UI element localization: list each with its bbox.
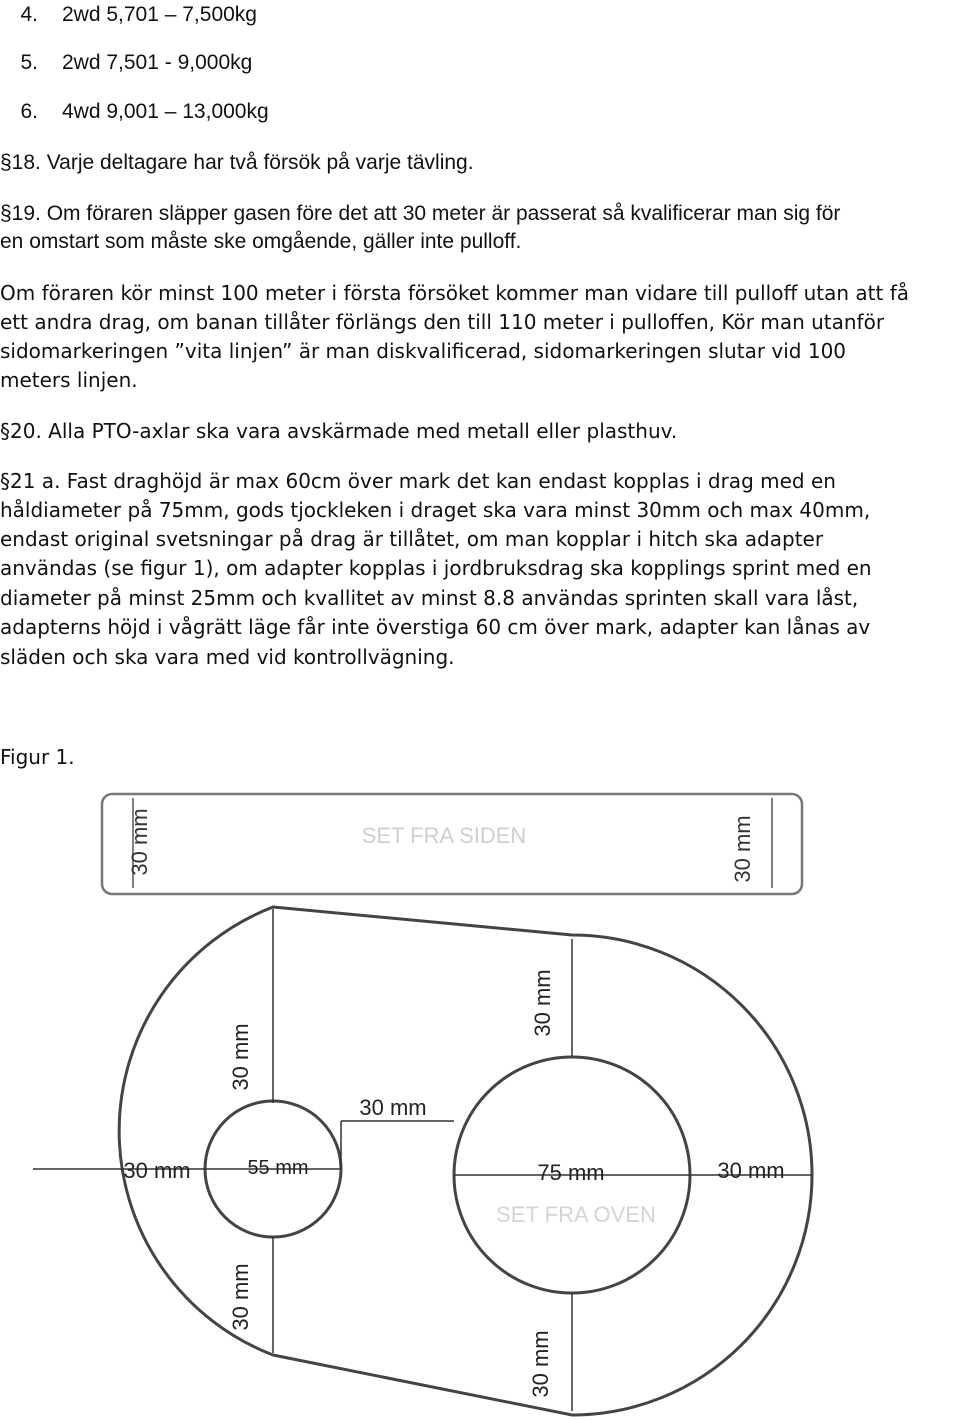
paragraph-21-line: §21 a. Fast draghöjd är max 60cm över mark det kan endast kopplas i drag med en bbox=[0, 469, 836, 493]
list-text: 4wd 9,001 – 13,000kg bbox=[62, 100, 269, 123]
list-number: 4. bbox=[20, 3, 38, 26]
dim-label-upper-left: 30 mm bbox=[228, 1023, 253, 1091]
list-number: 5. bbox=[20, 51, 38, 74]
paragraph-19-line: §19. Om föraren släpper gasen före det att 30 meter är passerat så kvalificerar man sig för bbox=[0, 202, 841, 225]
paragraph-pulloff-line: ett andra drag, om banan tillåter förlängs den till 110 meter i pulloffen, Kör man utanför bbox=[0, 310, 885, 334]
adapter-technical-drawing bbox=[0, 785, 960, 1420]
paragraph-21-line: diameter på minst 25mm och kvallitet av minst 8.8 användas sprinten skall vara låst, bbox=[0, 586, 859, 610]
dim-label-lower-right: 30 mm bbox=[528, 1330, 553, 1398]
dim-label-gap: 30 mm bbox=[359, 1095, 427, 1120]
paragraph-19-line: en omstart som måste ske omgående, gäller inte pulloff. bbox=[0, 230, 522, 253]
figure-caption: Figur 1. bbox=[0, 745, 75, 769]
list-item bbox=[0, 97, 269, 126]
dim-label-right-edge: 30 mm bbox=[717, 1158, 785, 1183]
paragraph-21-line: endast original svetsningar på drag är tillåtet, om man kopplar i hitch ska adapter bbox=[0, 527, 824, 551]
list-item bbox=[0, 0, 257, 29]
paragraph-21-line: adapterns höjd i vågrätt läge får inte överstiga 60 cm över mark, adapter kan lånas av bbox=[0, 615, 871, 639]
paragraph-pulloff-line: meters linjen. bbox=[0, 368, 138, 392]
paragraph-18: §18. Varje deltagare har två försök på varje tävling. bbox=[0, 151, 474, 174]
top-view-title: SET FRA OVEN bbox=[496, 1202, 656, 1227]
dim-label-lower-left: 30 mm bbox=[228, 1263, 253, 1331]
paragraph-21-line: användas (se figur 1), om adapter kopplas i jordbruksdrag ska kopplings sprint med en bbox=[0, 556, 872, 580]
paragraph-pulloff-line: Om föraren kör minst 100 meter i första försöket kommer man vidare till pulloff utan att få bbox=[0, 281, 909, 305]
large-hole-label: 75 mm bbox=[537, 1160, 605, 1185]
dim-label-upper-right: 30 mm bbox=[530, 969, 555, 1037]
small-hole-label: 55 mm bbox=[247, 1157, 309, 1179]
side-right-dim-label: 30 mm bbox=[730, 815, 755, 883]
side-view bbox=[102, 794, 802, 894]
top-view bbox=[33, 907, 812, 1415]
side-view-title: SET FRA SIDEN bbox=[361, 823, 527, 848]
side-left-dim-label: 30 mm bbox=[127, 808, 152, 876]
list-text: 2wd 7,501 - 9,000kg bbox=[62, 51, 253, 74]
list-item bbox=[0, 48, 252, 77]
paragraph-20: §20. Alla PTO-axlar ska vara avskärmade med metall eller plasthuv. bbox=[0, 419, 678, 443]
paragraph-21-line: släden och ska vara med vid kontrollvägning. bbox=[0, 645, 455, 669]
top-view-outline bbox=[119, 907, 812, 1415]
dim-label-left-edge: 30 mm bbox=[123, 1158, 191, 1183]
list-text: 2wd 5,701 – 7,500kg bbox=[62, 3, 257, 26]
paragraph-21-line: håldiameter på 75mm, gods tjockleken i draget ska vara minst 30mm och max 40mm, bbox=[0, 498, 871, 522]
paragraph-pulloff-line: sidomarkeringen ”vita linjen” är man diskvalificerad, sidomarkeringen slutar vid 100 bbox=[0, 339, 847, 363]
list-number: 6. bbox=[20, 100, 38, 123]
